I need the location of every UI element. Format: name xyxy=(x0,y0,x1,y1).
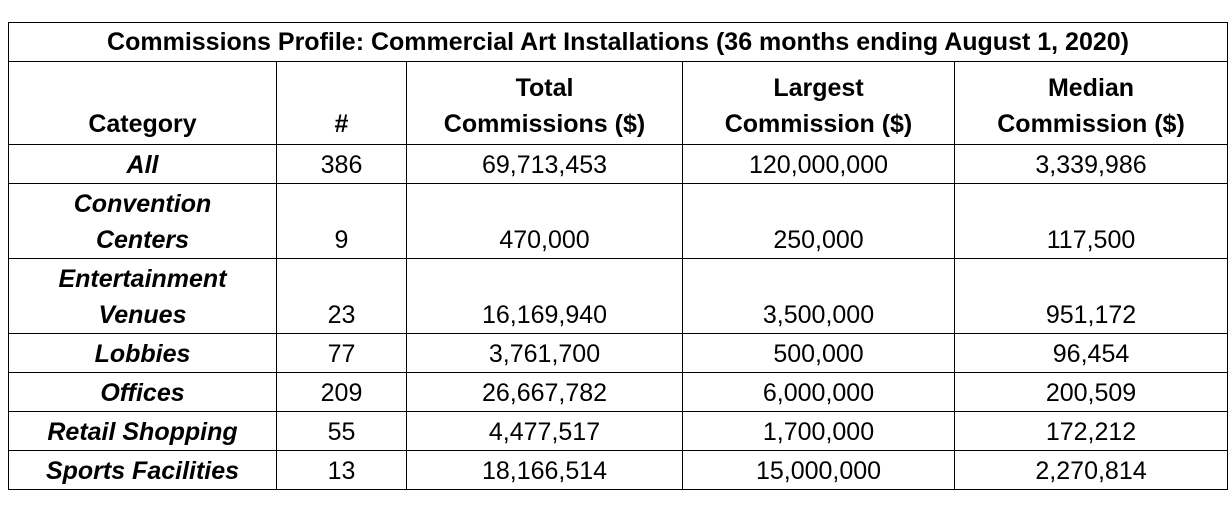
category-label: Retail Shopping xyxy=(47,418,238,446)
header-largest-line2: Commission ($) xyxy=(724,110,913,138)
median-cell: 96,454 xyxy=(955,334,1228,373)
median-cell: 172,212 xyxy=(955,412,1228,451)
median-cell: 200,509 xyxy=(955,373,1228,412)
largest-cell: 1,700,000 xyxy=(683,412,955,451)
total-cell: 26,667,782 xyxy=(407,373,683,412)
header-median xyxy=(955,62,1228,145)
header-category-label: Category xyxy=(88,110,197,138)
table-row xyxy=(9,145,1228,184)
median-cell: 117,500 xyxy=(955,184,1228,259)
category-cell xyxy=(9,412,277,451)
median-cell: 3,339,986 xyxy=(955,145,1228,184)
total-cell: 69,713,453 xyxy=(407,145,683,184)
table-row xyxy=(9,259,1228,334)
count-cell: 13 xyxy=(277,451,407,490)
header-largest-line1: Largest xyxy=(773,74,864,102)
count-cell: 55 xyxy=(277,412,407,451)
table-row xyxy=(9,373,1228,412)
table-row xyxy=(9,184,1228,259)
category-label-line1: Convention xyxy=(73,190,212,218)
category-cell xyxy=(9,451,277,490)
total-cell: 470,000 xyxy=(407,184,683,259)
category-cell xyxy=(9,145,277,184)
total-cell: 4,477,517 xyxy=(407,412,683,451)
header-total xyxy=(407,62,683,145)
median-cell: 951,172 xyxy=(955,259,1228,334)
category-label: Lobbies xyxy=(94,340,191,368)
largest-cell: 6,000,000 xyxy=(683,373,955,412)
largest-cell: 120,000,000 xyxy=(683,145,955,184)
category-label: Sports Facilities xyxy=(45,457,240,485)
header-category xyxy=(9,62,277,145)
category-cell xyxy=(9,259,277,334)
count-cell: 23 xyxy=(277,259,407,334)
header-total-line2: Commissions ($) xyxy=(443,110,646,138)
header-total-line1: Total xyxy=(515,74,574,102)
largest-cell: 3,500,000 xyxy=(683,259,955,334)
largest-cell: 250,000 xyxy=(683,184,955,259)
count-cell: 209 xyxy=(277,373,407,412)
title-row xyxy=(9,23,1228,62)
table-row xyxy=(9,451,1228,490)
total-cell: 3,761,700 xyxy=(407,334,683,373)
header-count-label: # xyxy=(334,110,349,138)
count-cell: 386 xyxy=(277,145,407,184)
median-cell: 2,270,814 xyxy=(955,451,1228,490)
commissions-table xyxy=(8,22,1228,490)
category-label: Offices xyxy=(100,379,185,407)
largest-cell: 15,000,000 xyxy=(683,451,955,490)
table-row xyxy=(9,412,1228,451)
category-label-line2: Venues xyxy=(98,301,187,329)
category-cell xyxy=(9,184,277,259)
largest-cell: 500,000 xyxy=(683,334,955,373)
count-cell: 77 xyxy=(277,334,407,373)
category-label: All xyxy=(126,151,159,179)
category-cell xyxy=(9,373,277,412)
category-cell xyxy=(9,334,277,373)
header-largest xyxy=(683,62,955,145)
header-median-line2: Commission ($) xyxy=(997,110,1185,138)
category-label-line1: Entertainment xyxy=(58,265,227,293)
total-cell: 16,169,940 xyxy=(407,259,683,334)
table-title: Commissions Profile: Commercial Art Installations (36 months ending August 1, 2020) xyxy=(9,23,1228,62)
header-row xyxy=(9,62,1228,145)
total-cell: 18,166,514 xyxy=(407,451,683,490)
table-row xyxy=(9,334,1228,373)
count-cell: 9 xyxy=(277,184,407,259)
category-label-line2: Centers xyxy=(95,226,190,254)
header-median-line1: Median xyxy=(1047,74,1135,102)
header-count xyxy=(277,62,407,145)
